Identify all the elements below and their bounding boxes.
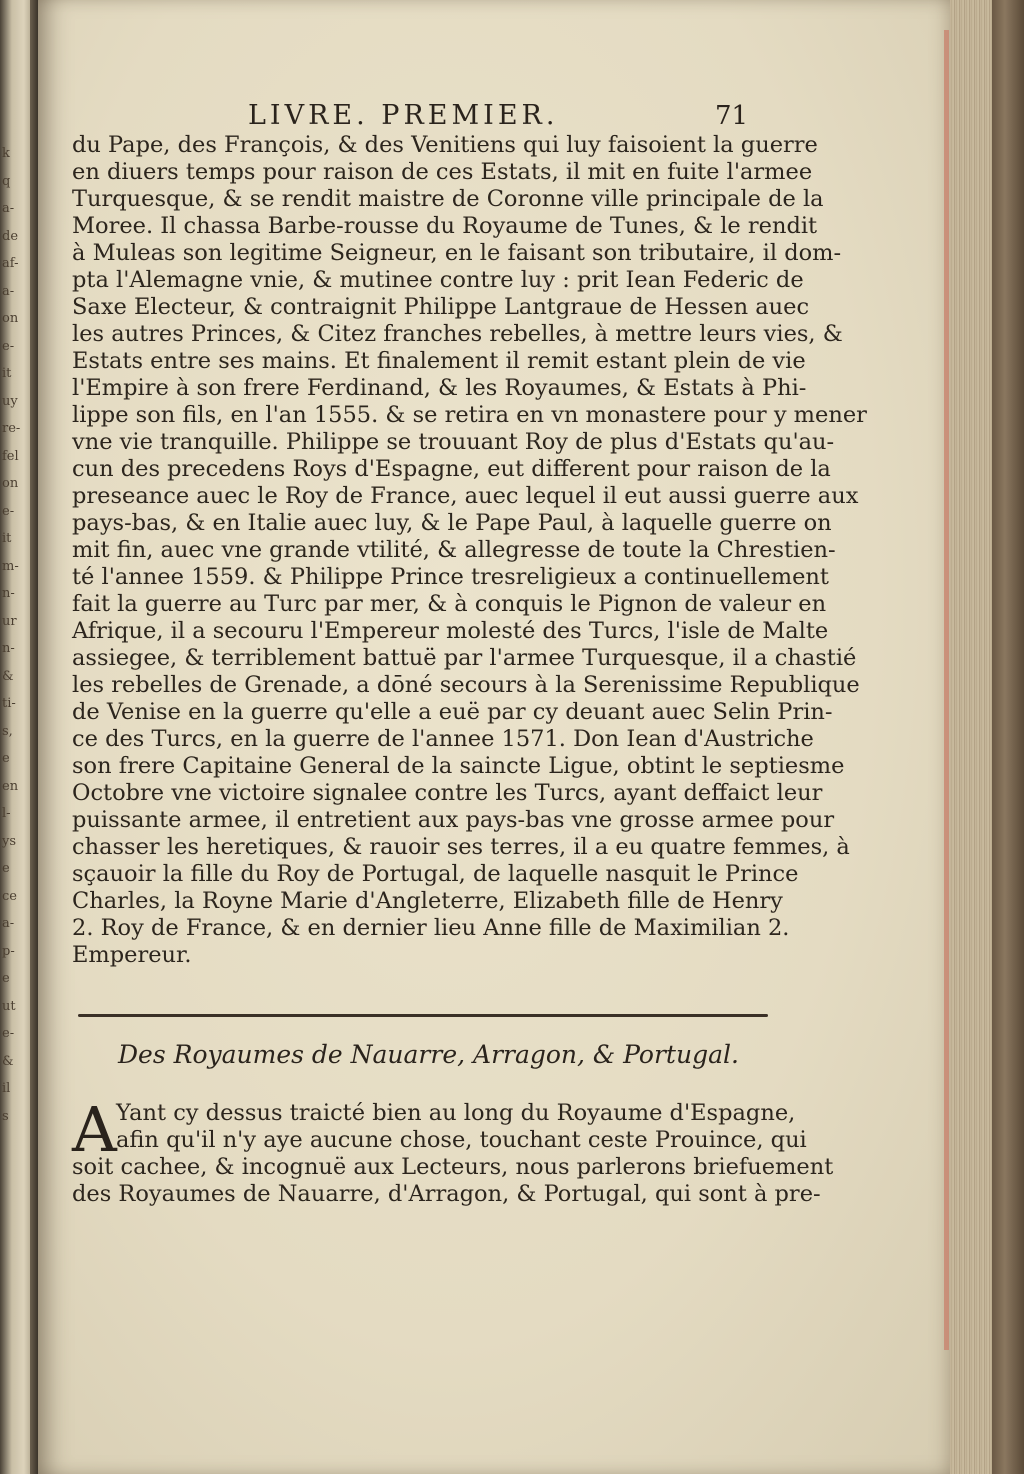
text-line: son frere Capitaine General de la saincte Ligue, obtint le septiesme <box>72 753 845 779</box>
margin-fragment: ut <box>2 998 16 1014</box>
margin-fragment: il <box>2 1081 11 1096</box>
text-line: les autres Princes, & Citez franches rebelles, à mettre leurs vies, & <box>72 321 843 347</box>
margin-fragment: ce <box>2 888 17 904</box>
text-line: Saxe Electeur, & contraignit Philippe Lantgraue de Hessen auec <box>72 294 810 320</box>
margin-fragment: e- <box>2 1026 15 1041</box>
margin-fragment: re- <box>2 421 21 436</box>
text-line: té l'annee 1559. & Philippe Prince tresreligieux a continuellement <box>72 564 829 590</box>
text-line: Afrique, il a secouru l'Empereur molesté des Turcs, l'isle de Malte <box>72 618 829 644</box>
text-line: des Royaumes de Nauarre, d'Arragon, & Portugal, qui sont à pre- <box>72 1181 821 1207</box>
margin-fragment: ur <box>2 613 17 629</box>
margin-fragment: p- <box>2 943 15 959</box>
text-line: fait la guerre au Turc par mer, & à conquis le Pignon de valeur en <box>72 591 827 617</box>
margin-fragment: e <box>2 861 10 876</box>
text-line: pta l'Alemagne vnie, & mutinee contre luy : prit Iean Federic de <box>72 267 804 293</box>
margin-fragment: & <box>2 1053 14 1069</box>
text-line: Turquesque, & se rendit maistre de Coronne ville principale de la <box>72 186 824 212</box>
margin-fragment: k <box>2 146 10 161</box>
text-line: lippe son fils, en l'an 1555. & se retira en vn monastere pour y mener <box>72 402 867 428</box>
margin-fragment: on <box>2 476 19 491</box>
section-heading: Des Royaumes de Nauarre, Arragon, & Portugal. <box>118 1040 739 1069</box>
text-line: 2. Roy de France, & en dernier lieu Anne fille de Maximilian 2. <box>72 915 790 941</box>
text-line: Empereur. <box>72 942 192 968</box>
text-line: puissante armee, il entretient aux pays-bas vne grosse armee pour <box>72 807 835 833</box>
text-line: l'Empire à son frere Ferdinand, & les Royaumes, & Estats à Phi- <box>72 375 807 401</box>
text-line: vne vie tranquille. Philippe se trouuant Roy de plus d'Estats qu'au- <box>72 429 835 455</box>
text-line: Estats entre ses mains. Et finalement il remit estant plein de vie <box>72 348 806 374</box>
text-line: assiegee, & terriblement battuë par l'armee Turquesque, il a chastié <box>72 645 857 671</box>
text-line: preseance auec le Roy de France, auec lequel il eut aussi guerre aux <box>72 483 859 509</box>
margin-fragment: e <box>2 751 10 766</box>
margin-fragment: ys <box>2 833 17 849</box>
text-line: sçauoir la fille du Roy de Portugal, de laquelle nasquit le Prince <box>72 861 799 887</box>
text-line: de Venise en la guerre qu'elle a euë par cy deuant auec Selin Prin- <box>72 699 833 725</box>
margin-fragment: a- <box>2 201 15 216</box>
book-cover-edge <box>992 0 1024 1474</box>
text-line: Yant cy dessus traicté bien au long du Royaume d'Espagne, <box>116 1100 796 1126</box>
left-margin-fragments <box>2 140 32 1130</box>
margin-fragment: it <box>2 531 12 546</box>
text-line: en diuers temps pour raison de ces Estats, il mit en fuite l'armee <box>72 159 813 185</box>
margin-fragment: s <box>2 1108 9 1124</box>
margin-fragment: e- <box>2 503 15 519</box>
text-line: soit cachee, & incognuë aux Lecteurs, nous parlerons briefuement <box>72 1154 834 1180</box>
drop-cap: A <box>72 1093 117 1166</box>
margin-fragment: m- <box>2 558 19 574</box>
text-line: à Muleas son legitime Seigneur, en le faisant son tributaire, il dom- <box>72 240 842 266</box>
text-line: ce des Turcs, en la guerre de l'annee 1571. Don Iean d'Austriche <box>72 726 814 752</box>
margin-fragment: fel <box>2 448 19 464</box>
margin-fragment: n- <box>2 641 15 656</box>
text-line: Moree. Il chassa Barbe-rousse du Royaume de Tunes, & le rendit <box>72 213 818 239</box>
margin-fragment: n- <box>2 586 15 601</box>
page-number: 71 <box>715 101 749 131</box>
margin-fragment: it <box>2 366 12 381</box>
running-head: LIVRE. PREMIER. <box>248 100 559 131</box>
text-line: pays-bas, & en Italie auec luy, & le Pape Paul, à laquelle guerre on <box>72 510 832 536</box>
text-line: afin qu'il n'y aye aucune chose, touchant ceste Prouince, qui <box>116 1127 807 1153</box>
margin-fragment: de <box>2 228 19 244</box>
main-paragraph <box>72 132 867 969</box>
margin-fragment: uy <box>2 393 18 409</box>
margin-fragment: ti- <box>2 696 16 711</box>
margin-fragment: a- <box>2 283 15 299</box>
section-paragraph <box>72 1093 834 1208</box>
margin-fragment: on <box>2 311 19 326</box>
text-line: cun des precedens Roys d'Espagne, eut different pour raison de la <box>72 456 831 482</box>
text-line: les rebelles de Grenade, a dōné secours à la Serenissime Republique <box>72 672 860 698</box>
margin-fragment: en <box>2 778 19 794</box>
margin-fragment: a- <box>2 916 15 931</box>
text-line: Octobre vne victoire signalee contre les Turcs, ayant deffaict leur <box>72 780 823 806</box>
text-line: du Pape, des François, & des Venitiens qui luy faisoient la guerre <box>72 132 818 158</box>
margin-fragment: e- <box>2 338 15 354</box>
text-line: Charles, la Royne Marie d'Angleterre, Elizabeth fille de Henry <box>72 888 783 914</box>
margin-fragment: & <box>2 668 14 684</box>
margin-fragment: q <box>2 173 11 189</box>
section-divider <box>78 1014 768 1017</box>
text-line: mit fin, auec vne grande vtilité, & allegresse de toute la Chrestien- <box>72 537 836 563</box>
margin-fragment: e <box>2 971 10 986</box>
margin-fragment: s, <box>2 723 13 739</box>
margin-fragment: af- <box>2 256 19 271</box>
page-edge-stain <box>944 30 949 1350</box>
text-line: chasser les heretiques, & rauoir ses terres, il a eu quatre femmes, à <box>72 834 850 860</box>
margin-fragment: l- <box>2 806 11 821</box>
